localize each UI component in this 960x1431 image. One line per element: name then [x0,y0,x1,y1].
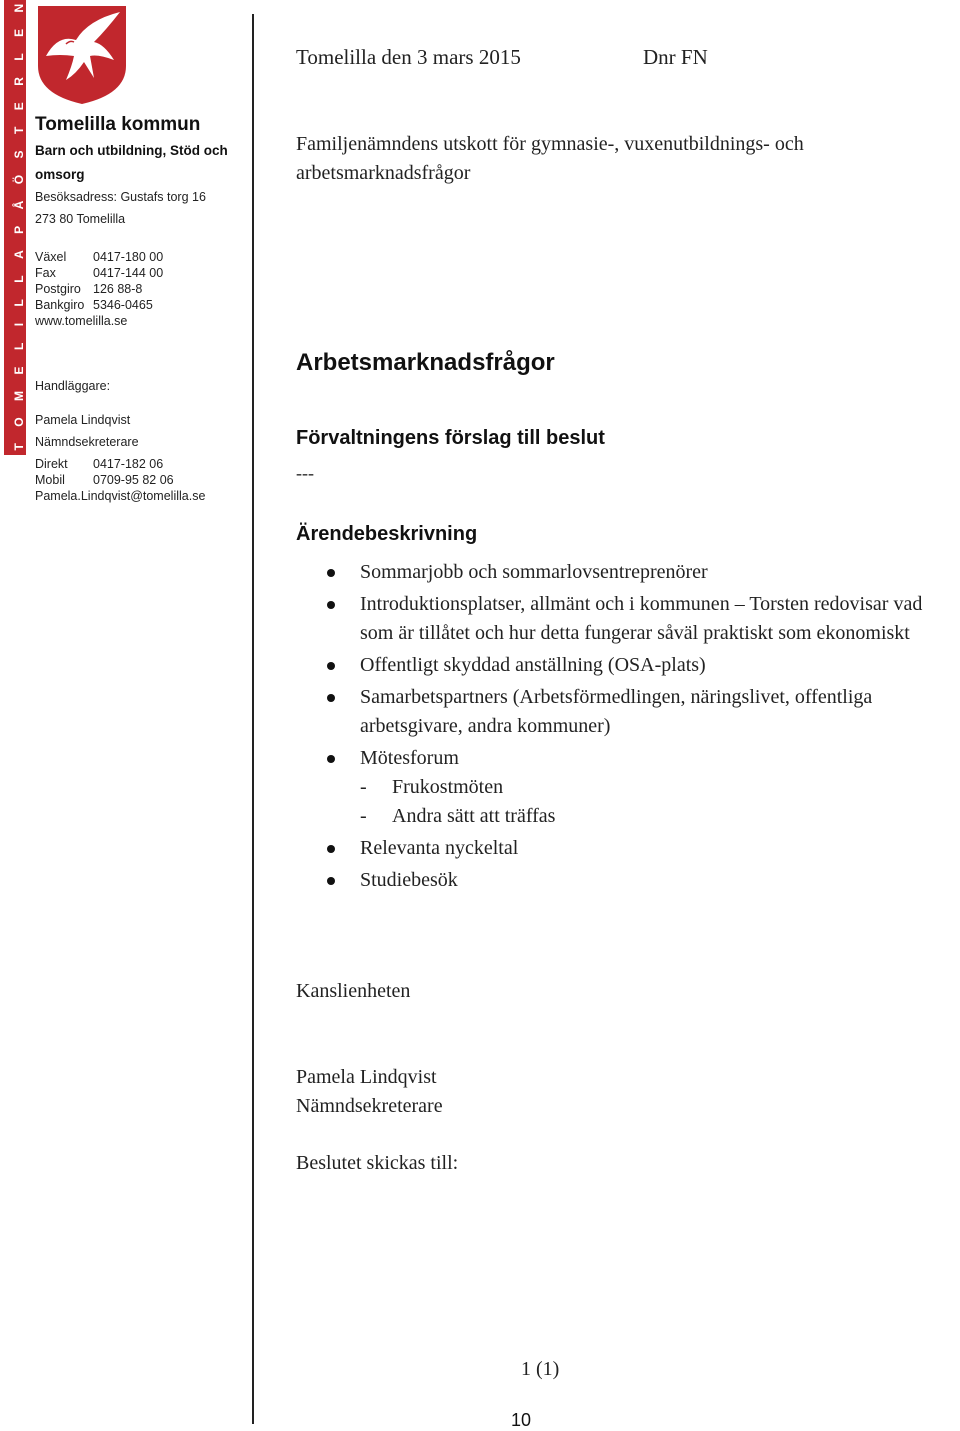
page-of: 1 (1) [521,1358,560,1380]
contact-label: Fax [35,266,56,280]
contact-block [35,249,163,329]
banner-letter: A [12,250,26,259]
contact-value: 5346-0465 [93,298,153,312]
contact-row [35,456,205,472]
list-item [320,683,960,741]
banner-letter: T [12,443,26,451]
handler-name: Pamela Lindqvist [35,413,131,427]
email-link[interactable]: Pamela.Lindqvist@tomelilla.se [35,489,206,503]
contact-value: 0709-95 82 06 [93,473,174,487]
contact-value: 0417-180 00 [93,250,164,264]
banner-letter: L [12,299,26,307]
diary-number: Dnr FN [643,45,708,69]
banner-letter: E [12,102,26,111]
list-item-text: Sommarjobb och sommarlovsentreprenörer [360,561,708,583]
proposal-heading: Förvaltningens förslag till beslut [296,427,605,449]
contact-value: 0417-182 06 [93,457,164,471]
banner-letter: N [12,3,26,13]
banner-letter: R [12,77,26,86]
contact-label: Växel [35,250,67,264]
signer-name: Pamela Lindqvist [296,1066,437,1088]
list-item [320,834,960,863]
banner-letter: E [12,366,26,375]
banner-letter: S [12,150,26,159]
dash-marker: - [360,805,367,827]
sub-list-item [320,802,960,831]
handler-role: Nämndsekreterare [35,435,139,449]
sub-list-item-text: Frukostmöten [392,776,504,798]
postal-address: 273 80 Tomelilla [35,212,126,226]
banner-letter: E [12,28,26,37]
banner-letter: O [12,417,26,427]
bullet-icon [327,662,335,670]
contact-row [35,265,163,281]
list-item-text: Mötesforum [360,747,459,769]
contact-label: Bankgiro [35,298,85,312]
committee-name: Familjenämndens utskott för gymnasie-, vuxenutbildnings- och arbetsmarknadsfrågor [296,133,804,184]
send-to-label: Beslutet skickas till: [296,1152,459,1174]
sub-list-item-text: Andra sätt att träffas [392,805,556,827]
coat-of-arms-logo [36,4,128,106]
contact-value: 0417-144 00 [93,266,164,280]
list-item [320,866,960,895]
website-link[interactable]: www.tomelilla.se [35,314,128,328]
list-item [320,558,960,587]
handler-label: Handläggare: [35,379,111,393]
list-item-text: Offentligt skyddad anställning (OSA-plats) [360,654,706,676]
description-list [320,558,960,898]
proposal-text: --- [296,463,314,483]
banner-letter: I [12,322,26,327]
banner-text [8,0,30,455]
list-item [320,744,960,773]
list-item-text: Samarbetspartners (Arbetsförmedlingen, näringslivet, offentliga arbetsgivare, andra kommuner) [360,686,873,737]
department: Barn och utbildning, Stöd och omsorg [35,143,228,182]
direct-contact-block [35,456,205,504]
contact-value: 126 88-8 [93,282,143,296]
contact-row [35,297,163,313]
bullet-icon [327,569,335,577]
list-item-text: Introduktionsplatser, allmänt och i kommunen – Torsten redovisar vad som är tillåtet och hur detta fungerar såväl praktiskt som ekonomiskt [360,593,923,644]
banner-letter: T [12,126,26,135]
contact-row [35,281,163,297]
column-divider [252,14,254,1424]
list-item [320,590,960,648]
banner-letter: Ö [12,174,26,185]
visit-address: Besöksadress: Gustafs torg 16 [35,190,206,204]
contact-label: Direkt [35,457,68,471]
list-item [320,651,960,680]
bullet-icon [327,845,335,853]
contact-row [35,472,205,488]
contact-label: Postgiro [35,282,81,296]
unit-name: Kanslienheten [296,980,411,1002]
bullet-icon [327,694,335,702]
document-date: Tomelilla den 3 mars 2015 [296,45,521,69]
banner-letter: Å [12,200,26,210]
banner-letter: P [12,225,26,234]
list-item-text: Relevanta nyckeltal [360,837,519,859]
contact-row [35,249,163,265]
banner-letter: L [12,342,26,351]
sub-list-item [320,773,960,802]
bullet-icon [327,601,335,609]
org-name: Tomelilla kommun [35,114,201,135]
banner-letter: L [12,275,26,283]
banner-letter: M [12,390,26,401]
contact-label: Mobil [35,473,65,487]
side-banner [4,0,26,455]
banner-letter: L [12,53,26,61]
bullet-icon [327,877,335,885]
page-title: Arbetsmarknadsfrågor [296,349,555,376]
dash-marker: - [360,776,367,798]
description-heading: Ärendebeskrivning [296,523,478,545]
page-number: 10 [511,1410,532,1430]
bullet-icon [327,755,335,763]
signer-role: Nämndsekreterare [296,1095,443,1117]
list-item-text: Studiebesök [360,869,458,891]
